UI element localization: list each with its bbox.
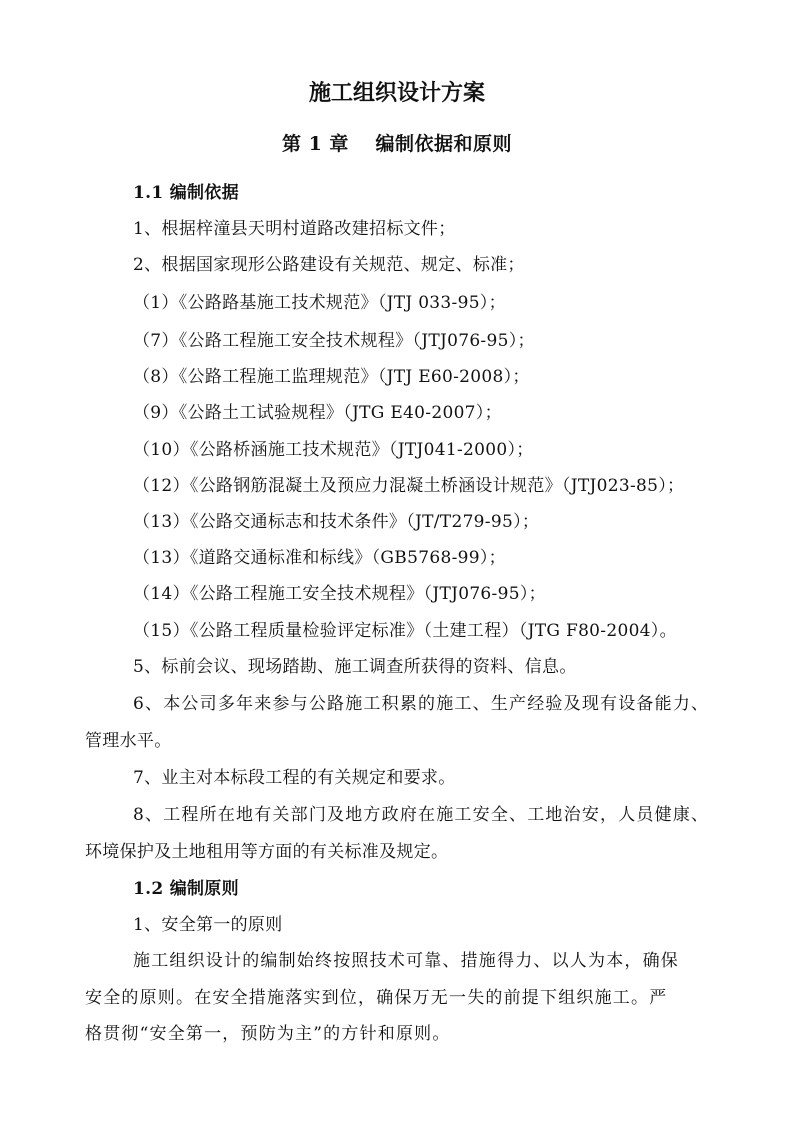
- basis-item-1: 1、根据梓潼县天明村道路改建招标文件；: [133, 219, 456, 239]
- principle-paragraph-line-3: 格贯彻“安全第一，预防为主”的方针和原则。: [85, 1024, 451, 1044]
- principle-paragraph-line-2: 安全的原则。在安全措施落实到位，确保万无一失的前提下组织施工。严: [85, 988, 668, 1008]
- standard-item-10: （10）《公路桥涵施工技术规范》（JTJ041-2000）；: [133, 440, 534, 460]
- section-heading-1-2: 1.2 编制原则: [133, 879, 239, 899]
- standard-item-9: （9）《公路土工试验规程》（JTG E40-2007）；: [133, 403, 502, 423]
- basis-item-8-line-1: 8、工程所在地有关部门及地方政府在施工安全、工地治安，人员健康、: [133, 805, 710, 825]
- basis-item-6-line-1: 6、本公司多年来参与公路施工积累的施工、生产经验及现有设备能力、: [133, 694, 710, 714]
- section-heading-1-1: 1.1 编制依据: [133, 183, 239, 203]
- standard-item-13b: （13）《道路交通标准和标线》（GB5768-99）；: [133, 548, 506, 568]
- basis-item-8-line-2: 环境保护及土地租用等方面的有关标准及规定。: [85, 842, 449, 862]
- document-title: 施工组织设计方案: [308, 80, 485, 106]
- standard-item-7: （7）《公路工程施工安全技术规程》（JTJ076-95）；: [133, 331, 535, 351]
- standard-item-8: （8）《公路工程施工监理规范》（JTJ E60-2008）；: [133, 367, 530, 387]
- standard-item-14: （14）《公路工程施工安全技术规程》（JTJ076-95）；: [133, 584, 546, 604]
- principle-item-1: 1、安全第一的原则: [133, 915, 283, 935]
- basis-item-6-line-2: 管理水平。: [85, 731, 172, 751]
- basis-item-2: 2、根据国家现形公路建设有关规范、规定、标准；: [133, 255, 525, 275]
- standard-item-1: （1）《公路路基施工技术规范》（JTJ 033-95）；: [133, 293, 506, 313]
- chapter-heading: 第 1 章 编制依据和原则: [281, 133, 513, 155]
- standard-item-12: （12）《公路钢筋混凝土及预应力混凝土桥涵设计规范》（JTJ023-85）；: [133, 476, 685, 496]
- principle-paragraph-line-1: 施工组织设计的编制始终按照技术可靠、措施得力、以人为本，确保: [133, 951, 679, 971]
- standard-item-13a: （13）《公路交通标志和技术条件》（JT/T279-95）；: [133, 512, 540, 532]
- basis-item-5: 5、标前会议、现场踏勘、施工调查所获得的资料、信息。: [133, 657, 577, 677]
- standard-item-15: （15）《公路工程质量检验评定标准》（土建工程）（JTG F80-2004）。: [133, 621, 677, 641]
- basis-item-7: 7、业主对本标段工程的有关规定和要求。: [133, 768, 456, 788]
